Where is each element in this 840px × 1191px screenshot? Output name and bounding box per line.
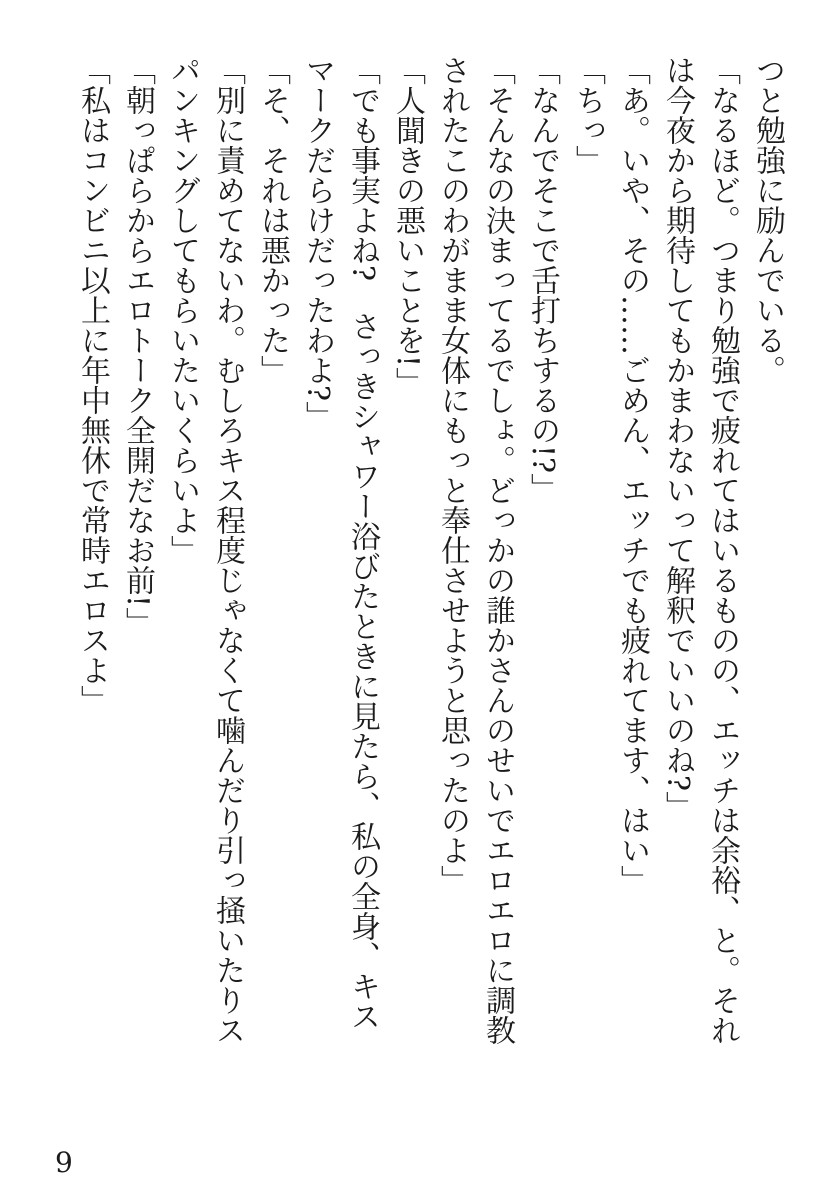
vertical-text-body	[70, 55, 790, 1055]
paragraph: 「なるほど。つまり勉強で疲れてはいるものの、エッチは余裕、と。それは今夜から期待してもかまわないって解釈でいいのね?」	[660, 55, 740, 1045]
paragraph: 「ちっ」	[570, 55, 605, 175]
paragraph: 「なんでそこで舌打ちするの!?」	[525, 55, 560, 504]
page-number: 9	[55, 1146, 73, 1179]
paragraph: 「そ、それは悪かった」	[255, 55, 290, 385]
paragraph: 「朝っぱらからエロトーク全開だなお前!」	[120, 55, 155, 638]
paragraph: つと勉強に励んでいる。	[750, 55, 785, 385]
paragraph: 「人聞きの悪いことを!」	[390, 55, 425, 398]
paragraph: 「別に責めてないわ。むしろキス程度じゃなくて噛んだり引っ掻いたりスパンキングしてもらいたいくらいよ」	[165, 55, 245, 1045]
paragraph: 「そんなの決まってるでしょ。どっかの誰かさんのせいでエロエロに調教されたこのわがまま女体にもっと奉仕させようと思ったのよ」	[435, 55, 515, 1045]
paragraph: 「でも事実よね? さっきシャワー浴びたときに見たら、私の全身、キスマークだらけだったわよ?」	[300, 55, 380, 1032]
paragraph: 「私はコンビニ以上に年中無休で常時エロスよ」	[75, 55, 110, 715]
paragraph: 「あ。いや、その……ごめん、エッチでも疲れてます、はい」	[615, 55, 650, 895]
